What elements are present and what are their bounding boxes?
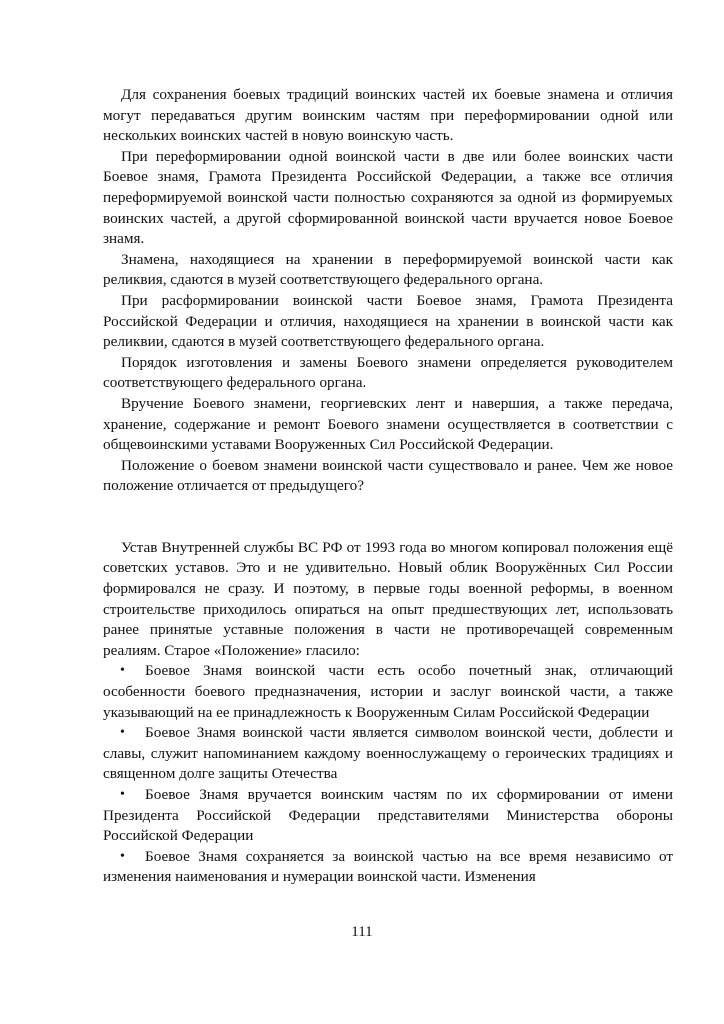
bullet-icon: •	[120, 663, 125, 679]
bullet-item	[103, 847, 673, 888]
paragraph-7: Положение о боевом знамени воинской части существовало и ранее. Чем же новое положение отличается от предыдущего?	[103, 456, 673, 495]
bullet-item	[103, 723, 673, 785]
paragraph-1: Для сохранения боевых традиций воинских частей их боевые знамена и отличия могут передаваться другим воинским частям при переформировании одной или нескольких воинских частей в новую воинскую часть.	[103, 86, 673, 145]
blank-line	[103, 517, 673, 538]
bullet-text: Боевое Знамя сохраняется за воинской частью на все время независимо от изменения наименования и нумерации воинской части. Изменения	[103, 847, 673, 886]
paragraph-5: Порядок изготовления и замены Боевого знамени определяется руководителем соответствующего федерального органа.	[103, 353, 673, 392]
section-old-regulation	[103, 517, 673, 888]
bullet-text: Боевое Знамя воинской части является символом воинской чести, доблести и славы, служит напоминанием каждому военнослужащему о героических традициях и священном долге защиты Отечества	[103, 724, 673, 783]
bullet-icon: •	[120, 848, 125, 864]
bullet-icon: •	[120, 787, 125, 802]
page-number: 111	[351, 924, 373, 940]
bullet-text: Боевое Знамя воинской части есть особо почетный знак, отличающий особенности боевого предназначения, истории и заслуг воинской части, а также указывающий на ее принадлежность к Вооруженным Силам Российской Федерации	[103, 662, 673, 721]
bullet-text: Боевое Знамя вручается воинским частям по их сформировании от имени Президента Российской Федерации представителями Министерства обороны Российской Федерации	[103, 786, 673, 845]
bullet-item	[103, 661, 673, 723]
intro-paragraph: Устав Внутренней службы ВС РФ от 1993 года во многом копировал положения ещё советских уставов. Это и не удивительно. Новый облик Вооружённых Сил России формировался не сразу. И поэтому, в первые годы военной реформы, в военном строительстве приходилось опираться на опыт предшествующих лет, использовать ранее принятые уставные положения в части не противоречащей современным реалиям. Старое «Положение» гласило:	[103, 538, 673, 659]
page-body	[103, 85, 673, 888]
paragraph-6: Вручение Боевого знамени, георгиевских лент и навершия, а также передача, хранение, содержание и ремонт Боевого знамени осуществляется в соответствии с общевоинскими уставами Вооруженных Сил Российской Федерации.	[103, 394, 673, 454]
paragraph-2: При переформировании одной воинской части в две или более воинских части Боевое знамя, Грамота Президента Российской Федерации, а также все отличия переформируемой воинской части полностью сохраняются за одной из формируемых воинских частей, а другой сформированной воинской части вручается новое Боевое знамя.	[103, 147, 673, 248]
bullet-icon: •	[120, 725, 125, 741]
paragraph-4: При расформировании воинской части Боевое знамя, Грамота Президента Российской Федерации и отличия, находящиеся на хранении в воинской части как реликвии, сдаются в музей соответствующего федерального органа.	[103, 291, 673, 351]
bullet-item	[103, 785, 673, 847]
paragraph-3: Знамена, находящиеся на хранении в переформируемой воинской части как реликвия, сдаются в музей соответствующего федерального органа.	[103, 250, 673, 289]
